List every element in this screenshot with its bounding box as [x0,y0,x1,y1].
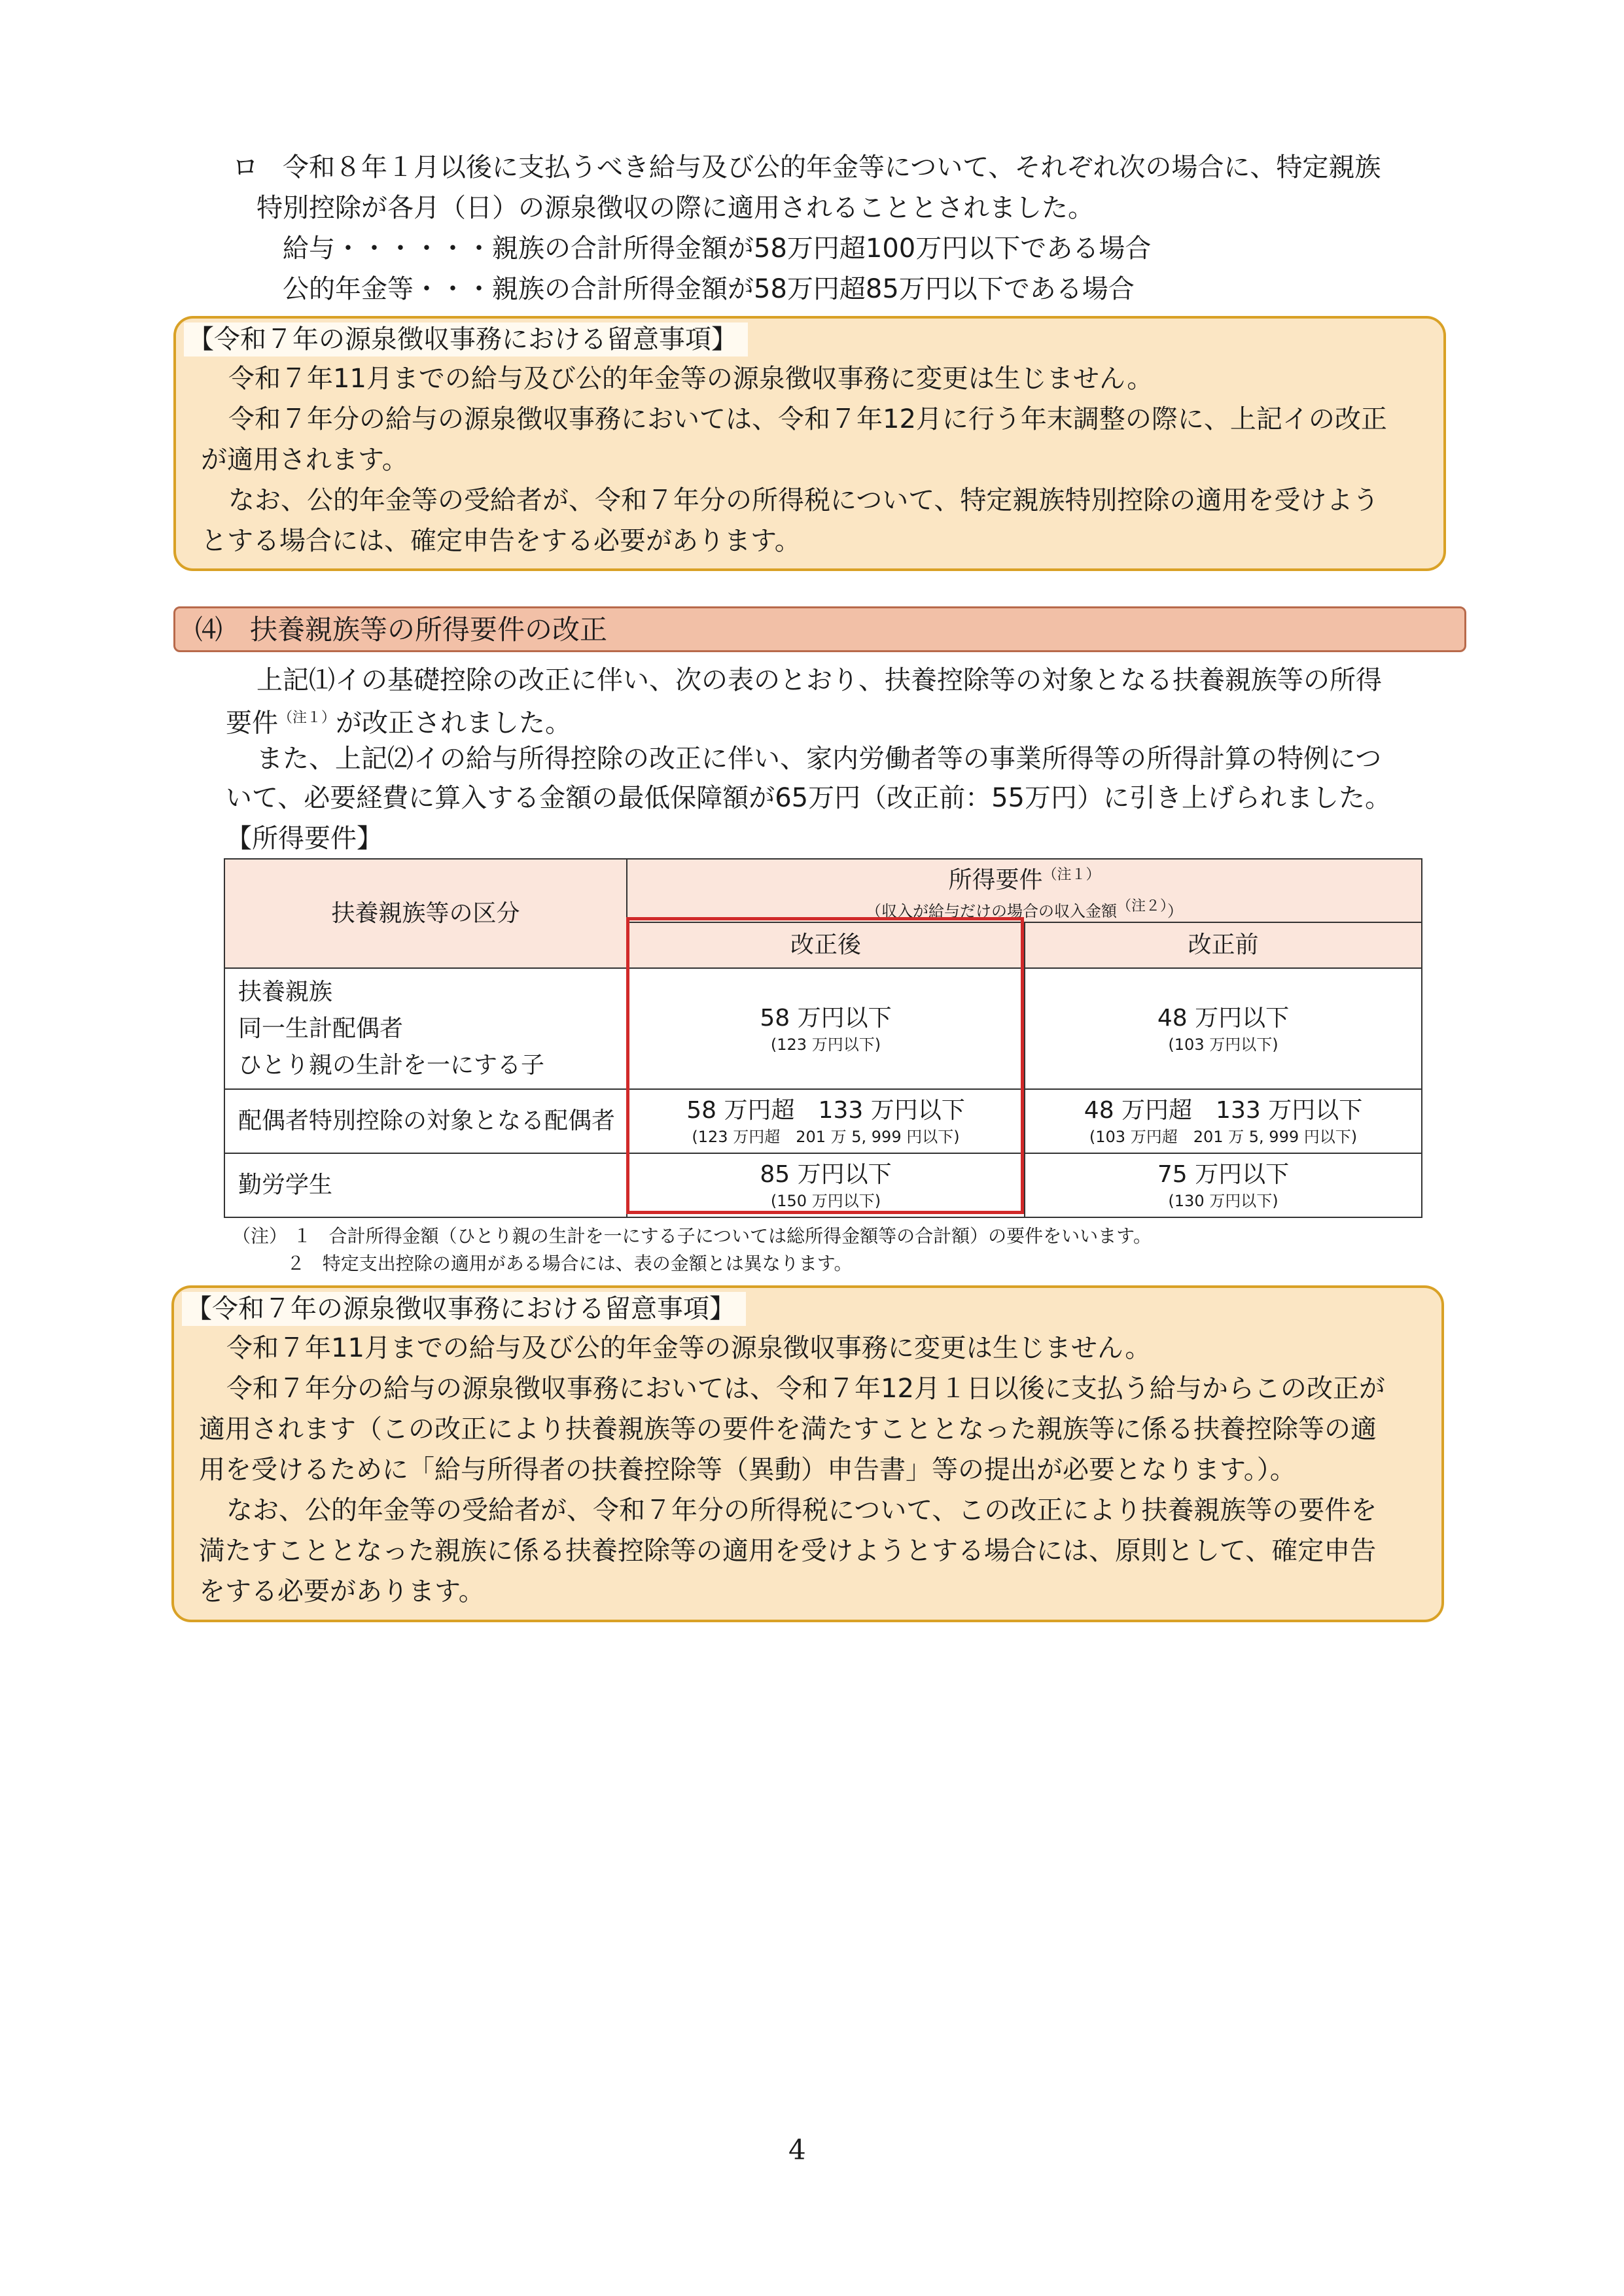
note-2-line-1: 令和７年11月までの給与及び公的年金等の源泉徴収事務に変更は生じません。 [226,1333,1152,1363]
note-1-line-5: とする場合には、確定申告をする必要があります。 [201,526,801,556]
note-1-line-2: 令和７年分の給与の源泉徴収事務においては、令和７年12月に行う年末調整の際に、上記イの改正 [228,404,1387,434]
header-requirement: 所得要件$^{(注1)}$ （収入が給与だけの場合の収入金額（注２）） [627,859,1422,922]
intro-line-2: 特別控除が各月（日）の源泉徴収の際に適用されることとされました。 [256,193,1094,223]
note-1-line-1: 令和７年11月までの給与及び公的年金等の源泉徴収事務に変更は生じません。 [228,364,1154,394]
note-2-line-2: 令和７年分の給与の源泉徴収事務においては、令和７年12月１日以後に支払う給与からこの改正が [226,1374,1385,1404]
intro-line-1: 令和８年１月以後に支払うべき給与及び公的年金等について、それぞれ次の場合に、特定親族 [283,152,1381,183]
footnote-1: （注） １ 合計所得金額（ひとり親の生計を一にする子については総所得金額等の合計額）の要件をいいます。 [232,1225,1152,1247]
note-ref: （注１） [278,710,336,726]
note-1-line-3: が適用されます。 [201,445,408,475]
note-2-line-6: 満たすこととなった親族に係る扶養控除等の適用を受けようとする場合には、原則として、確定申告 [199,1536,1377,1566]
note-1-line-4: なお、公的年金等の受給者が、令和７年分の所得税について、特定親族特別控除の適用を受けよう [228,485,1379,515]
intro-line-3: 給与・・・・・・親族の合計所得金額が58万円超100万円以下である場合 [283,234,1152,264]
after-column-highlight [626,917,1024,1214]
note-2-title: 【令和７年の源泉徴収事務における留意事項】 [182,1292,746,1326]
intro-line-4: 公的年金等・・・親族の合計所得金額が58万円超85万円以下である場合 [283,274,1135,304]
note-2-line-7: をする必要があります。 [199,1576,485,1607]
header-before: 改正前 [1025,922,1422,968]
section-heading [173,606,1466,652]
body-p1-line-1: 上記⑴イの基礎控除の改正に伴い、次の表のとおり、扶養控除等の対象となる扶養親族等の所得 [256,665,1382,695]
note-1-title: 【令和７年の源泉徴収事務における留意事項】 [184,322,748,357]
page-number: 4 [788,2134,806,2166]
checkbox-bullet: ロ [232,152,258,183]
header-category: 扶養親族等の区分 [224,859,627,968]
note-2-line-3: 適用されます（この改正により扶養親族等の要件を満たすこととなった親族等に係る扶養控除等の適 [199,1414,1377,1444]
table-row: 勤労学生 85 万円以下 (150 万円以下) 75 万円以下 (130 万円以下) [224,1153,1422,1217]
body-p2-line-2: いて、必要経費に算入する金額の最低保障額が65万円（改正前：55万円）に引き上げられました。 [226,783,1391,813]
body-p1-line-2: 要件$^{(注1)}$が改正されました。 [226,708,572,739]
note-2-line-4: 用を受けるために「給与所得者の扶養控除等（異動）申告書」等の提出が必要となります。）。 [199,1455,1296,1485]
table-row: 配偶者特別控除の対象となる配偶者 58 万円超 133 万円以下 (123 万円超 201 万 5, 999 円以下) 48 万円超 133 万円以下 (103 万円超 201 万 5, 999 円以下) [224,1089,1422,1153]
footnote-2: ２ 特定支出控除の適用がある場合には、表の金額とは異なります。 [287,1253,853,1274]
note-box-1 [173,316,1446,571]
note-2-line-5: なお、公的年金等の受給者が、令和７年分の所得税について、この改正により扶養親族等の要件を [226,1495,1377,1525]
header-after: 改正後 [627,922,1025,968]
section-title: ⑷ 扶養親族等の所得要件の改正 [195,614,608,646]
table-label: 【所得要件】 [226,824,383,854]
note-box-2 [171,1285,1444,1622]
body-p2-line-1: また、上記⑵イの給与所得控除の改正に伴い、家内労働者等の事業所得等の所得計算の特例につ [256,744,1382,774]
table-row: 扶養親族 同一生計配偶者 ひとり親の生計を一にする子 58 万円以下 (123 万円以下) 48 万円以下 (103 万円以下) [224,968,1422,1089]
